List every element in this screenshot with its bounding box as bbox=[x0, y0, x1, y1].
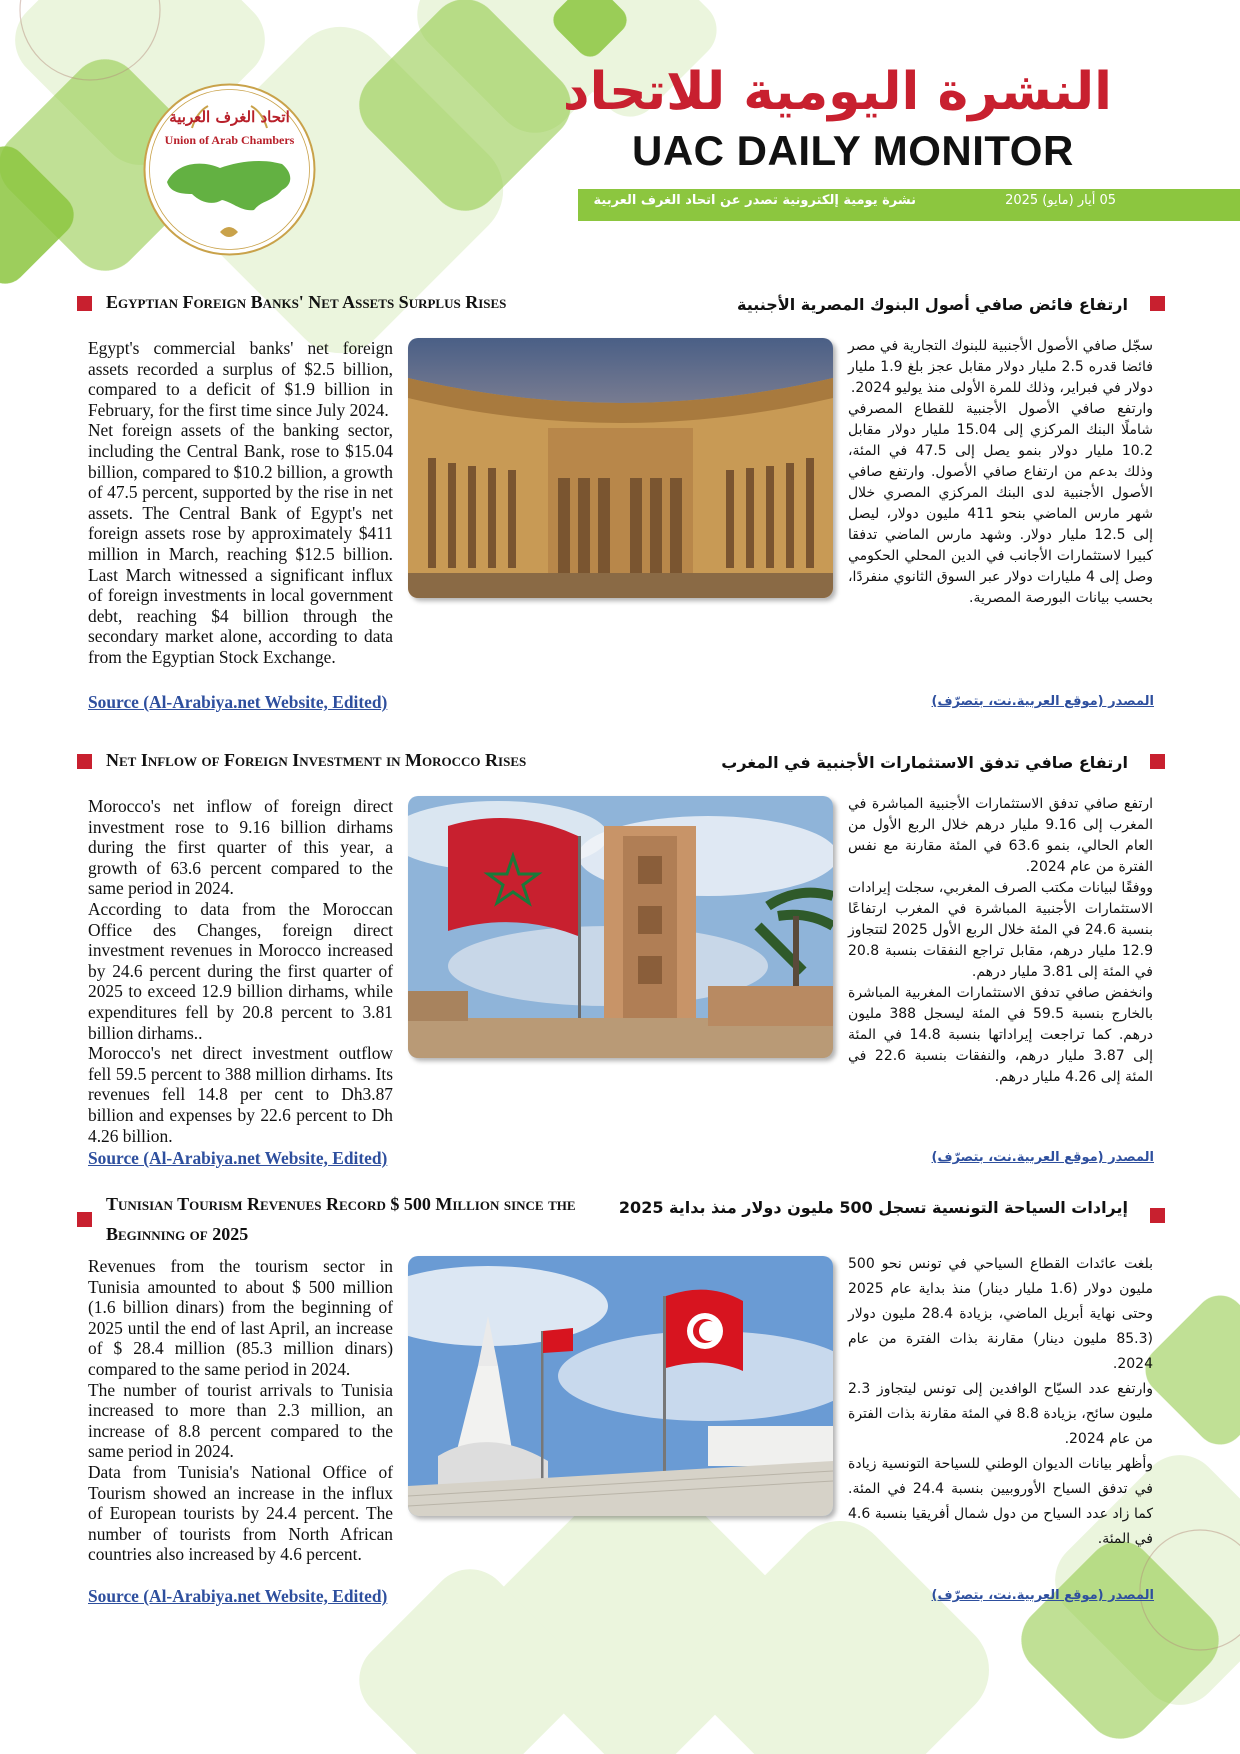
paragraph: According to data from the Moroccan Office des Changes, foreign direct investment revenues in Morocco increased by 24.6 percent during the first quarter of 2025 to exceed 12.9 billion dirhams, while expenditures fell by 20.8 percent to 3.81 billion dirhams.. bbox=[88, 898, 393, 1043]
article-1-english-text bbox=[88, 338, 393, 668]
paragraph: ارتفع صافي تدفق الاستثمارات الأجنبية المباشرة في المغرب إلى 9.16 مليار درهم خلال الربع الأول من العام الحالي، بنمو 63.6 في المئة مقارنة مع نفس الفترة من عام 2024. bbox=[848, 796, 1153, 875]
paragraph: Data from Tunisia's National Office of Tourism showed an increase in the influx of European tourists by 24.4 percent. The number of tourists from North African countries also increased by 4.6 percent. bbox=[88, 1461, 393, 1565]
bullet-square bbox=[77, 1212, 92, 1227]
article-1-title-en: Egyptian Foreign Banks' Net Assets Surplus Rises bbox=[106, 292, 507, 312]
title-arabic: النشرة اليومية للاتحاد bbox=[562, 62, 1112, 122]
article-2-source-link-en[interactable]: Source (Al-Arabiya.net Website, Edited) bbox=[88, 1148, 388, 1168]
paragraph: The number of tourist arrivals to Tunisia increased to more than 2.3 million, an increase of 8.8 percent compared to the same period in 2024. bbox=[88, 1379, 393, 1462]
paragraph: وانخفض صافي تدفق الاستثمارات المغربية المباشرة بالخارج بنسبة 59.5 في المئة ليسجل 388 مليون درهم. كما تراجعت إيراداتها بنسبة 14.8 في المئة إلى 3.87 مليار درهم، والنفقات بنسبة 22.6 في المئة إلى 4.26 مليار درهم. bbox=[848, 985, 1154, 1085]
paragraph: Morocco's net direct investment outflow fell 59.5 percent to 388 million dirhams. Its revenues fell 14.8 per cent to Dh3.87 billion and expenses by 22.6 percent to Dh 4.26 billion. bbox=[88, 1043, 393, 1146]
morocco-flag-hassan-tower-photo bbox=[408, 796, 833, 1058]
paragraph: Net foreign assets of the banking sector, including the Central Bank, rose to $15.04 billion, compared to $10.2 billion, a growth of 47.5 percent, supported by the rise in net assets. The Central Bank of Egypt's net foreign assets rose by approximately $411 million in March, reaching $12.5 billion. Last March witnessed a significant influx of foreign investments in local government debt, reaching $4 billion through the secondary market alone, according to data from the Egyptian Stock Exchange. bbox=[88, 420, 393, 667]
paragraph: Morocco's net inflow of foreign direct investment rose to 9.16 billion dirhams during the first quarter of this year, a growth of 63.6 percent compared to the same period in 2024. bbox=[88, 796, 393, 899]
article-2-title-en: Net Inflow of Foreign Investment in Morocco Rises bbox=[106, 750, 527, 770]
paragraph: وارتفع صافي الأصول الأجنبية للقطاع المصرفي شاملًا البنك المركزي إلى 15.04 مليار دولار مقابل 10.2 مليار دولار بنمو يصل إلى 47.5 في المئة، وذلك بدعم من ارتفاع صافي الأصول. وارتفع صافي الأصول الأجنبية لدى البنك المركزي المصري خلال شهر مارس الماضي بنحو 411 مليون دولار، ليصل إلى 12.5 مليار دولار. وشهد مارس الماضي تدفقا كبيرا لاستثمارات الأجانب في الدين المحلي الحكومي وصل إلى 4 مليارات دولار عبر السوق الثانوي منفردًا، بحسب بيانات البورصة المصرية. bbox=[848, 401, 1153, 606]
svg-text:اتحاد الغرف العربية: اتحاد الغرف العربية bbox=[169, 108, 290, 126]
article-3-title-en-line2: Beginning of 2025 bbox=[106, 1224, 249, 1244]
paragraph: وأظهر بيانات الديوان الوطني للسياحة التونسية زيادة في تدفق السياح الأوروبيين بنسبة 24.4 في المئة. كما زاد عدد السياح من دول شمال أفريقيا بنسبة 4.6 في المئة. bbox=[848, 1456, 1153, 1547]
bullet-square bbox=[1150, 754, 1165, 769]
article-3-arabic-text bbox=[848, 1252, 1153, 1552]
issue-date: 05 أيار (مايو) 2025 bbox=[1005, 193, 1116, 208]
article-3-source-link-en[interactable]: Source (Al-Arabiya.net Website, Edited) bbox=[88, 1586, 388, 1606]
paragraph: بلغت عائدات القطاع السياحي في تونس نحو 500 مليون دولار (1.6 مليار دينار) منذ بداية عام 2025 وحتى نهاية أبريل الماضي، بزيادة 28.4 مليون دولار (85.3 مليون دينار) مقارنة بذات الفترة من عام 2024. bbox=[848, 1256, 1154, 1372]
union-of-arab-chambers-logo bbox=[142, 82, 317, 257]
article-1-title-ar: ارتفاع فائض صافي أصول البنوك المصرية الأجنبية bbox=[736, 295, 1128, 314]
article-1-arabic-text bbox=[848, 336, 1153, 609]
bullet-square bbox=[77, 754, 92, 769]
central-bank-of-egypt-photo bbox=[408, 338, 833, 598]
article-3-title-ar: إيرادات السياحة التونسية تسجل 500 مليون دولار منذ بداية 2025 bbox=[618, 1198, 1128, 1217]
article-1-source-link-en[interactable]: Source (Al-Arabiya.net Website, Edited) bbox=[88, 692, 388, 712]
paragraph: Egypt's commercial banks' net foreign assets recorded a surplus of $2.5 billion, compared to a deficit of $1.9 billion in February, for the first time since July 2024. bbox=[88, 338, 393, 420]
paragraph: سجّل صافي الأصول الأجنبية للبنوك التجارية في مصر فائضا قدره 2.5 مليار دولار مقابل عجز بلغ 1.9 مليار دولار في فبراير، وذلك للمرة الأولى منذ يوليو 2024. bbox=[848, 338, 1153, 396]
article-2-arabic-text bbox=[848, 794, 1153, 1088]
title-english: UAC DAILY MONITOR bbox=[632, 127, 1074, 174]
article-1-source-link-ar[interactable]: المصدر (موقع العربية.نت، بتصرّف) bbox=[931, 694, 1154, 709]
paragraph: ووفقًا لبيانات مكتب الصرف المغربي، سجلت إيرادات الاستثمارات الأجنبية المباشرة في المغرب ارتفاعًا بنسبة 24.6 في المئة خلال الربع الأول 2025 لتتجاوز 12.9 مليار درهم، مقابل تراجع النفقات بنسبة 20.8 في المئة إلى 3.81 مليار درهم. bbox=[848, 880, 1153, 980]
bullet-square bbox=[77, 296, 92, 311]
article-3-title-en-line1: Tunisian Tourism Revenues Record $ 500 Million since the bbox=[106, 1194, 576, 1214]
paragraph: وارتفع عدد السيّاح الوافدين إلى تونس ليتجاوز 2.3 مليون سائح، بزيادة 8.8 في المئة مقارنة بذات الفترة من عام 2024. bbox=[848, 1381, 1153, 1447]
bullet-square bbox=[1150, 296, 1165, 311]
article-3-english-text bbox=[88, 1256, 393, 1565]
bullet-square bbox=[1150, 1208, 1165, 1223]
tagline-arabic: نشرة يومية إلكترونية تصدر عن اتحاد الغرف العربية bbox=[593, 193, 916, 208]
tunisia-flags-monument-photo bbox=[408, 1256, 833, 1516]
article-3-source-link-ar[interactable]: المصدر (موقع العربية.نت، بتصرّف) bbox=[931, 1588, 1154, 1603]
paragraph: Revenues from the tourism sector in Tunisia amounted to about $ 500 million (1.6 billion dinars) from the beginning of 2025 until the end of last April, an increase of $ 28.4 million (85.3 million dinars) compared to the same period in 2024. bbox=[88, 1256, 393, 1379]
article-2-title-ar: ارتفاع صافي تدفق الاستثمارات الأجنبية في المغرب bbox=[721, 753, 1128, 772]
article-2-source-link-ar[interactable]: المصدر (موقع العربية.نت، بتصرّف) bbox=[931, 1150, 1154, 1165]
article-2-english-text bbox=[88, 796, 393, 1146]
svg-text:Union of Arab Chambers: Union of Arab Chambers bbox=[164, 133, 295, 147]
